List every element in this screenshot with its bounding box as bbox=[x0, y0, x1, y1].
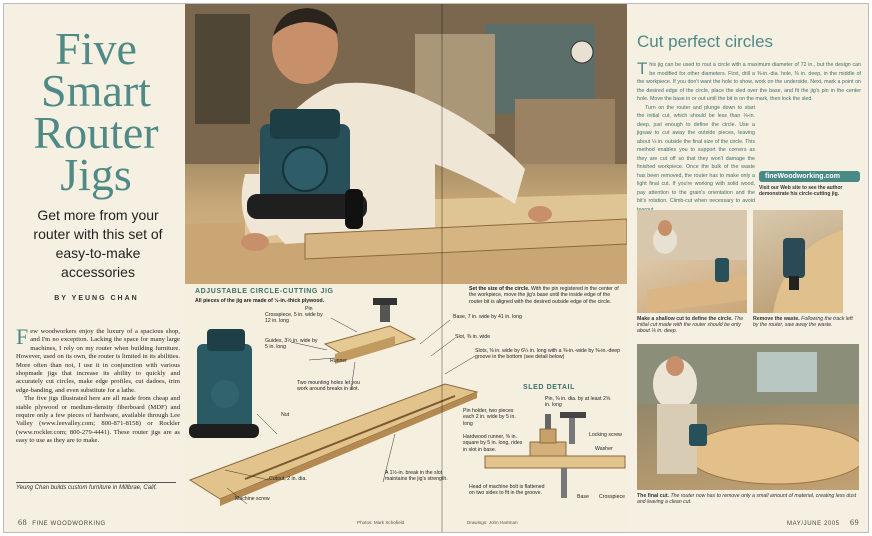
right-issue-date: MAY/JUNE 2005 bbox=[787, 521, 840, 527]
label-base: Base, 7 in. wide by 41 in. long bbox=[453, 314, 522, 320]
body-paragraph-2: The five jigs illustrated here are all made from cheap and stable plywood or medium-density fiberboard (MDF) and require only a few pieces of hardware, available through Lee Valley (www.leevalley.com; 800-871-8158) or Rockler (www.rockler.com; 800-279-4441). These router jigs are as easy to use as they are to make. bbox=[16, 395, 180, 445]
photo-shallow-cut bbox=[637, 210, 747, 313]
drop-cap: F bbox=[16, 324, 29, 349]
photo-final-cut bbox=[637, 344, 859, 490]
caption-shallow-cut bbox=[637, 316, 749, 335]
label-washer: Washer bbox=[595, 446, 613, 452]
label-crosspiece: Crosspiece, 5 in. wide by 12 in. long bbox=[265, 312, 323, 325]
body-paragraph-1-text: ew woodworkers enjoy the luxury of a spacious shop, and I'm no exception. Lacking the space for many large machines, I rely on my router when building furniture. However, used on its own, the router is limited in its abilities. More often than not, I use it in conjunction with various shopmade jigs that increase its ability to quickly and accurately cut circles, make edge profiles, cut dadoes, trim edge-banding, and even substitute for a lathe. bbox=[16, 328, 180, 394]
drawing-credit: Drawings: John Hartman bbox=[467, 520, 518, 525]
caption-remove-waste-title: Remove the waste. bbox=[753, 316, 800, 322]
section-paragraph-2: Turn on the router and plunge down to start the initial cut, which should be less than ⅛-in. deep, just enough to define the circle. Use a jigsaw to cut away the outside pieces, leaving about ⅛ in. outside the final size of the circle. This method enables you to support the corners as they are cut off so that they won't damage the finished workpiece. Once the bulk of the waste has been removed, the router has to make only a light final cut. If you're working with solid wood, pay attention to the grain's orientation and the bit's rotation. Climb-cut when necessary to avoid bbox=[637, 104, 755, 204]
web-url-link[interactable]: fineWoodworking.com bbox=[759, 171, 860, 182]
right-column bbox=[627, 4, 869, 533]
body-paragraph-1 bbox=[16, 324, 180, 395]
label-cutout: Cutout, 2 in. dia. bbox=[269, 476, 307, 482]
label-locking-screw: Locking screw bbox=[589, 432, 622, 438]
sled-detail-heading: SLED DETAIL bbox=[523, 384, 575, 391]
shallow-cut-illustration bbox=[637, 210, 747, 313]
section-paragraph-1-text: his jig can be used to rout a circle with a maximum diameter of 72 in., but the design can be modified for other diameters. First, drill a ⅜-in.-dia. hole, ⅜ in. deep, in the middle of the workpiece. If you don't want the hole to show, work on the underside. Next, mark a point on the desired edge of the circle, place the sled over the base, and fit the jig's pin in the center hole. Move the base in or out until the bit is on the mark, then lock the sled. bbox=[637, 62, 861, 102]
label-base-detail: Base bbox=[577, 494, 589, 500]
caption-remove-waste bbox=[753, 316, 853, 328]
label-slot: Slot, ⅜ in. wide bbox=[455, 334, 491, 340]
step-caption-title: Set the size of the circle. bbox=[469, 286, 530, 292]
diagram-heading: ADJUSTABLE CIRCLE-CUTTING JIG bbox=[195, 288, 334, 295]
step-caption-text: With the pin registered in the center of the workpiece, move the jig's base until the inside edge of the router bit is aligned with the desired outside edge of the circle. bbox=[469, 286, 619, 305]
right-page-number: 69 bbox=[850, 518, 860, 527]
caption-shallow-cut-title: Make a shallow cut to define the circle. bbox=[637, 316, 733, 322]
label-runner: Runner bbox=[330, 358, 348, 364]
article-deck: Get more from your router with this set of easy-to-make accessories bbox=[33, 207, 163, 280]
jig-diagram bbox=[185, 284, 627, 533]
article-title: Five Smart Router Jigs bbox=[33, 23, 159, 200]
label-pin-dia: Pin, ⅜ in. dia. by at least 2⅝ in. long bbox=[545, 396, 611, 409]
caption-final-cut-title: The final cut. bbox=[637, 493, 669, 499]
final-cut-illustration bbox=[637, 344, 859, 490]
caption-remove-waste-text: Following the track left by the router, saw away the waste. bbox=[753, 316, 853, 329]
left-magazine-name: FINE WOODWORKING bbox=[32, 521, 106, 527]
web-note: Visit our Web site to see the author demonstrate his circle-cutting jig. bbox=[759, 185, 843, 197]
web-callout bbox=[759, 171, 860, 197]
photo-remove-waste bbox=[753, 210, 843, 313]
label-slots: Slots, ⅜ in. wide by 6¼ in. long with a ⅜-in.-wide by ⅜-in.-deep groove in the bottom (see detail below) bbox=[475, 348, 621, 361]
woodworker-routing-photo bbox=[185, 4, 627, 284]
section-heading: Cut perfect circles bbox=[637, 32, 774, 51]
jigsaw-illustration bbox=[753, 210, 843, 313]
label-pin: Pin bbox=[305, 306, 313, 312]
label-guides: Guides, 3½ in. wide by 5 in. long bbox=[265, 338, 318, 351]
label-bolt-head: Head of machine bolt is flattened on two sides to fit in the groove. bbox=[469, 484, 545, 497]
label-crosspiece-detail: Crosspiece bbox=[599, 494, 625, 500]
article-body bbox=[16, 324, 180, 446]
left-page-number: 68 bbox=[18, 518, 28, 527]
right-folio bbox=[787, 518, 864, 527]
diagram-subheading: All pieces of the jig are made of ½-in.-thick plywood. bbox=[195, 298, 325, 304]
label-machine-screw: Machine screw bbox=[235, 496, 270, 502]
section-drop-cap: T bbox=[637, 59, 648, 78]
label-nut: Nut bbox=[281, 412, 290, 418]
caption-final-cut-text: The router now has to remove only a small amount of material, creating less dust and leaving a clean cut. bbox=[637, 493, 857, 506]
caption-shallow-cut-text: The initial cut made with the router should be only about ⅛ in. deep. bbox=[637, 316, 744, 335]
bio-rule bbox=[16, 482, 176, 483]
label-slot-break: A 1½-in. break in the slot maintains the jig's strength. bbox=[385, 470, 448, 483]
photo-credit: Photos: Mark Schofield bbox=[357, 520, 405, 525]
label-runner-detail: Hardwood runner, ⅜ in. square by 5 in. long, rides in slot in base. bbox=[463, 434, 523, 453]
caption-final-cut bbox=[637, 493, 859, 505]
label-pin-holder: Pin holder, two pieces each 2 in. wide by 5 in. long bbox=[463, 408, 516, 427]
left-folio bbox=[18, 518, 106, 527]
label-mounting-holes: Two mounting holes let you work around breaks in slot. bbox=[297, 380, 360, 393]
magazine-spread bbox=[3, 3, 869, 533]
section-paragraph-1 bbox=[637, 61, 861, 104]
hero-photo bbox=[185, 4, 627, 284]
left-column bbox=[4, 4, 185, 533]
author-bio: Yeung Chan builds custom furniture in Millbrae, Calif. bbox=[16, 485, 158, 491]
page-gutter bbox=[441, 4, 443, 533]
byline: BY YEUNG CHAN bbox=[54, 295, 139, 302]
